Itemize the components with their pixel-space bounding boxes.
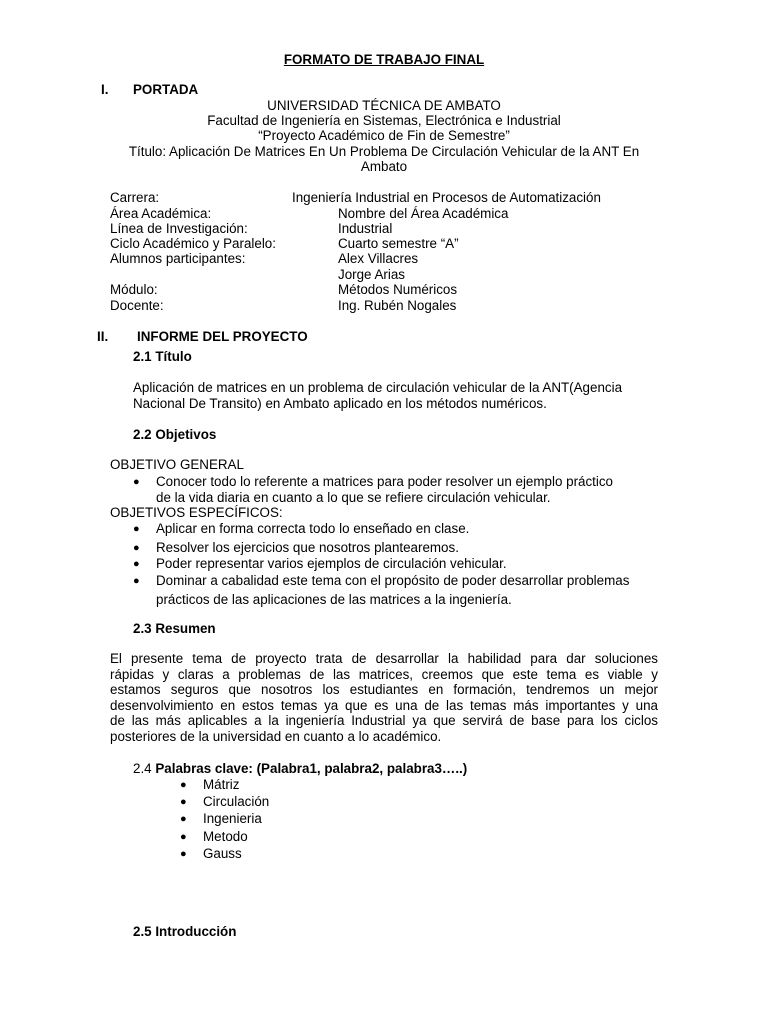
subsection-2-5-heading: 2.5 Introducción xyxy=(133,924,237,939)
project-type: “Proyecto Académico de Fin de Semestre” xyxy=(258,128,510,143)
subsection-2-2-heading: 2.2 Objetivos xyxy=(133,427,217,442)
subsection-2-1-line-2: Nacional De Transito) en Ambato aplicado en los métodos numéricos. xyxy=(133,396,547,411)
document-heading: FORMATO DE TRABAJO FINAL xyxy=(283,52,485,67)
subsection-2-4-title: Palabras clave: (Palabra1, palabra2, palabra3…..) xyxy=(155,761,468,776)
field-value-alumno-2: Jorge Arias xyxy=(338,267,405,282)
project-title-line-1: Título: Aplicación De Matrices En Un Problema De Circulación Vehicular de la ANT En xyxy=(128,144,640,159)
specific-objectives-label: OBJETIVOS ESPECÍFICOS: xyxy=(110,505,283,520)
bullet-dot-icon: ● xyxy=(133,575,140,587)
bullet-dot-icon: ● xyxy=(133,476,140,488)
summary-line-3: estamos seguros que nosotros los estudiantes en formación, tendremos un mejor xyxy=(110,682,658,697)
keyword-3: Ingenieria xyxy=(203,811,262,826)
university-name: UNIVERSIDAD TÉCNICA DE AMBATO xyxy=(267,98,501,113)
subsection-2-4-number: 2.4 xyxy=(133,761,152,776)
bullet-dot-icon: ● xyxy=(180,831,187,843)
section-2-number: II. xyxy=(97,329,109,344)
bullet-dot-icon: ● xyxy=(180,796,187,808)
field-label-ciclo: Ciclo Académico y Paralelo: xyxy=(110,236,276,251)
general-objective-line-1: Conocer todo lo referente a matrices para poder resolver un ejemplo práctico xyxy=(156,474,614,489)
summary-line-5: de las más aplicables a la ingeniería Industrial ya que servirá de base para los ciclos xyxy=(110,713,658,728)
field-value-alumno-1: Alex Villacres xyxy=(338,251,419,266)
field-label-linea: Línea de Investigación: xyxy=(110,221,248,236)
summary-line-2: rápidas y claras a problemas de las matrices, creemos que este tema es viable y xyxy=(110,666,658,682)
bullet-dot-icon: ● xyxy=(133,558,140,570)
subsection-2-4-heading xyxy=(133,761,467,777)
subsection-2-3-heading: 2.3 Resumen xyxy=(133,621,216,636)
specific-objective-3: Poder representar varios ejemplos de circulación vehicular. xyxy=(156,556,507,571)
field-value-linea: Industrial xyxy=(338,221,393,236)
bullet-dot-icon: ● xyxy=(180,813,187,825)
specific-objective-4: Dominar a cabalidad este tema con el propósito de poder desarrollar problemas xyxy=(156,573,630,588)
bullet-dot-icon: ● xyxy=(180,848,187,860)
bullet-dot-icon: ● xyxy=(180,779,187,791)
field-value-modulo: Métodos Numéricos xyxy=(338,282,458,297)
field-label-carrera: Carrera: xyxy=(110,190,160,205)
keyword-2: Circulación xyxy=(203,794,270,809)
project-title-line-2: Ambato xyxy=(360,159,408,174)
field-value-area: Nombre del Área Académica xyxy=(338,206,509,221)
bullet-dot-icon: ● xyxy=(133,542,140,554)
keyword-5: Gauss xyxy=(203,846,242,861)
field-label-docente: Docente: xyxy=(110,298,164,313)
field-value-docente: Ing. Rubén Nogales xyxy=(338,298,457,313)
field-label-modulo: Módulo: xyxy=(110,282,158,297)
subsection-2-1-heading: 2.1 Título xyxy=(133,349,192,364)
subsection-2-1-line-1: Aplicación de matrices en un problema de circulación vehicular de la ANT(Agencia xyxy=(133,380,623,395)
summary-line-1: El presente tema de proyecto trata de desarrollar la habilidad para dar soluciones xyxy=(110,651,658,666)
keyword-1: Mátriz xyxy=(203,777,240,792)
section-1-number: I. xyxy=(101,82,109,97)
summary-line-4: desenvolvimiento en estos temas ya que es una de las temas más importantes y una xyxy=(110,697,658,713)
field-label-area: Área Académica: xyxy=(110,206,212,221)
general-objective-line-2: de la vida diaria en cuanto a lo que se refiere circulación vehicular. xyxy=(156,490,551,505)
section-2-title: INFORME DEL PROYECTO xyxy=(137,329,308,344)
summary-line-6: posteriores de la universidad en cuanto a lo académico. xyxy=(110,728,442,744)
field-label-alumnos: Alumnos participantes: xyxy=(110,251,246,266)
field-value-ciclo: Cuarto semestre “A” xyxy=(338,236,459,251)
section-1-title: PORTADA xyxy=(133,82,199,97)
specific-objective-1: Aplicar en forma correcta todo lo enseñado en clase. xyxy=(156,521,470,536)
field-value-carrera: Ingeniería Industrial en Procesos de Automatización xyxy=(292,190,601,205)
keyword-4: Metodo xyxy=(203,829,248,844)
faculty-name: Facultad de Ingeniería en Sistemas, Electrónica e Industrial xyxy=(207,113,561,128)
specific-objective-4-cont: prácticos de las aplicaciones de las matrices a la ingeniería. xyxy=(156,592,512,607)
summary-paragraph xyxy=(110,651,658,744)
general-objective-label: OBJETIVO GENERAL xyxy=(110,457,244,472)
specific-objective-2: Resolver los ejercicios que nosotros plantearemos. xyxy=(156,540,459,555)
bullet-dot-icon: ● xyxy=(133,523,140,535)
